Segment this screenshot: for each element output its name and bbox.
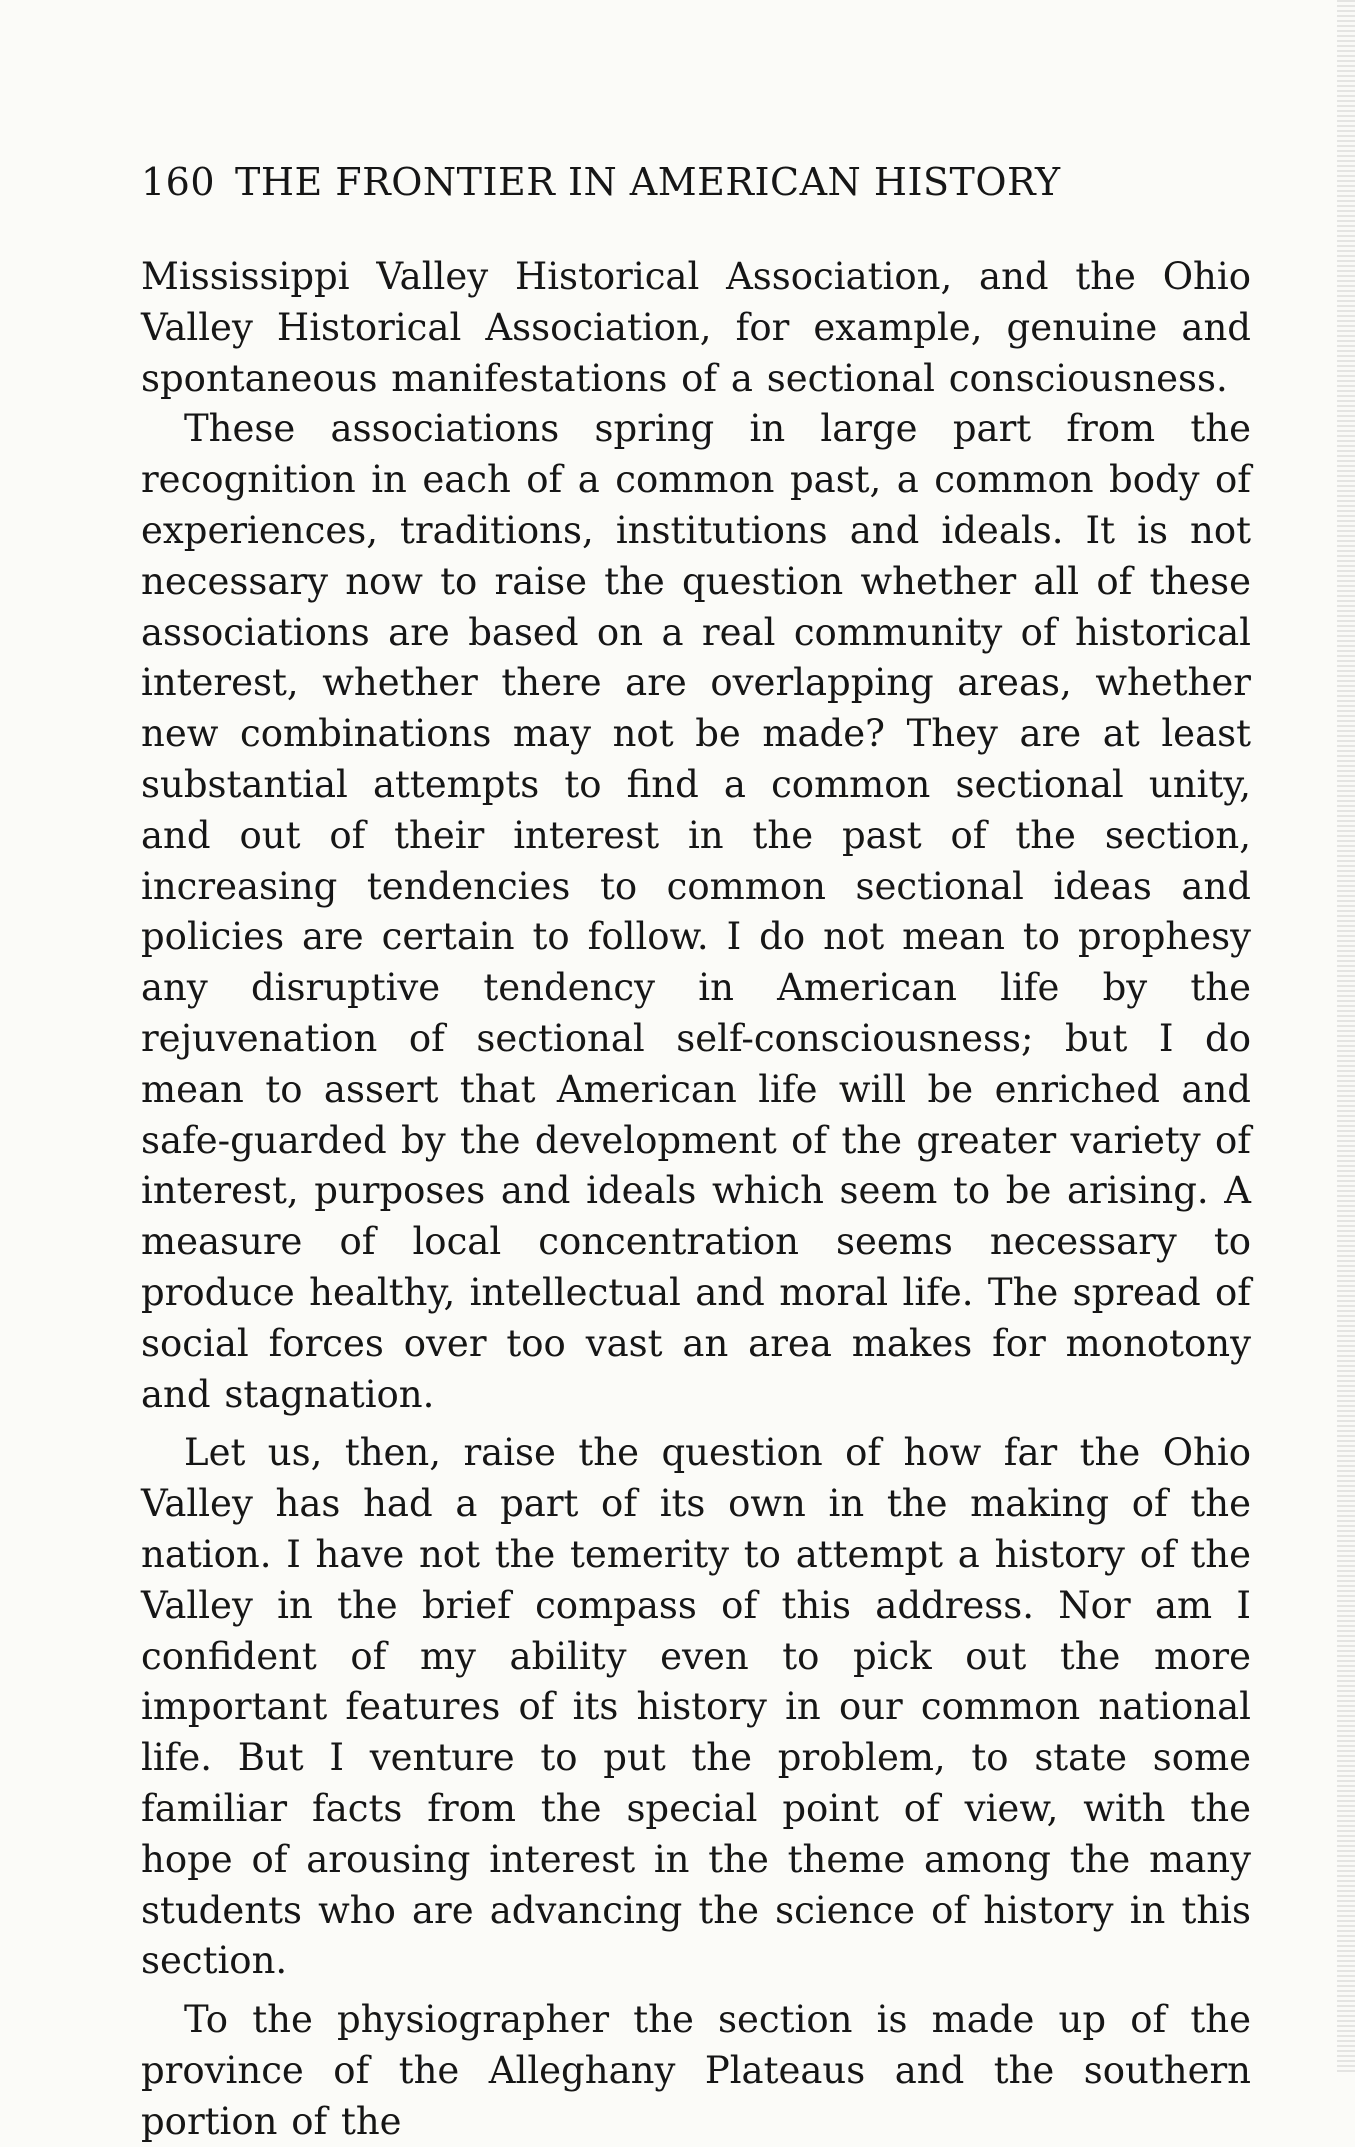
page-header <box>141 158 1241 206</box>
paragraph-continued: Mississippi Valley Historical Association, and the Ohio Valley Historical Association, for example, genuine and spontaneous manifestations of a sectional consciousness. <box>141 255 1251 400</box>
paragraph-physiographer: To the physiographer the section is made up of the province of the Alleghany Plateaus and the southern portion of the <box>141 1998 1251 2143</box>
running-head: THE FRONTIER IN AMERICAN HISTORY <box>235 160 1061 204</box>
scan-edge-shading <box>1337 0 1355 2072</box>
page-number: 160 <box>141 160 216 204</box>
paragraph-associations: These associations spring in large part from the recognition in each of a common past, a common body of experiences, traditions, institutions and ideals. It is not necessary now to raise the question whether all of these associations are based on a real community of historical interest, whether there are overlapping areas, whether new combinations may not be made? They are at least substantial attempts to find a common sectional unity, and out of their interest in the past of the section, increasing tendencies to common sectional ideas and policies are certain to follow. I do not mean to prophesy any disruptive tendency in American life by the rejuvenation of sectional self-consciousness; but I do mean to assert that American life will be enriched and safe-guarded by the development of the greater variety of interest, purposes and ideals which seem to be arising. A measure of local concentration seems necessary to produce healthy, intellectual and moral life. The spread of social forces over too vast an area makes for monotony and stagnation. <box>141 407 1251 1416</box>
paragraph-ohio-valley: Let us, then, raise the question of how far the Ohio Valley has had a part of its own in the making of the nation. I have not the temerity to attempt a history of the Valley in the brief compass of this address. Nor am I confident of my ability even to pick out the more important features of its history in our common national life. But I venture to put the problem, to state some familiar facts from the special point of view, with the hope of arousing interest in the theme among the many students who are advancing the science of history in this section. <box>141 1431 1251 1983</box>
body-text <box>141 252 1251 2147</box>
